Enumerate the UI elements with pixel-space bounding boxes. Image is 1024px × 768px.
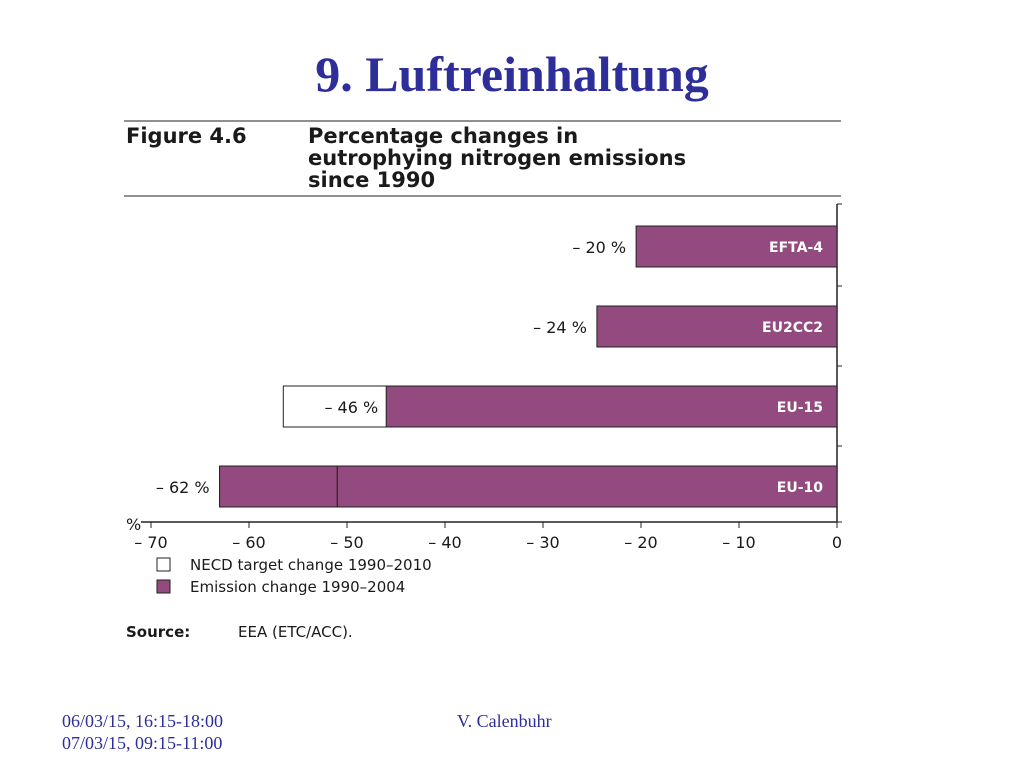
legend-entry-emission: Emission change 1990–2004 (190, 578, 406, 596)
footer-author: V. Calenbuhr (457, 711, 552, 731)
figure-number: Figure 4.6 (126, 124, 247, 148)
x-tick-label-3: – 40 (428, 533, 462, 552)
footer-date-2: 07/03/15, 09:15-11:00 (62, 733, 223, 753)
chart-title-line-1: Percentage changes in (308, 124, 579, 148)
slide-title: 9. Luftreinhaltung (315, 46, 709, 102)
emission-bar-eu-15 (386, 386, 837, 427)
bar-value-label-2: – 46 % (324, 398, 379, 417)
source-value: EEA (ETC/ACC). (238, 623, 353, 641)
x-tick-label-7: 0 (831, 533, 843, 552)
plot-area (134, 204, 842, 552)
x-tick-label-6: – 10 (722, 533, 756, 552)
x-tick-label-2: – 50 (330, 533, 364, 552)
x-tick-label-0: – 70 (134, 533, 168, 552)
bar-category-label-3: EU-10 (776, 480, 823, 496)
source-key: Source: (126, 623, 191, 641)
footer-dates (62, 710, 223, 754)
chart-title-line-3: since 1990 (308, 168, 436, 192)
legend-entry-target: NECD target change 1990–2010 (190, 556, 432, 574)
bar-category-label-1: EU2CC2 (762, 320, 823, 336)
emission-bar-eu-10 (337, 466, 837, 507)
legend-swatch-target (157, 558, 170, 571)
footer-date-1: 06/03/15, 16:15-18:00 (62, 711, 223, 731)
x-tick-label-5: – 20 (624, 533, 658, 552)
x-axis-unit-label: % (126, 515, 142, 534)
x-tick-label-4: – 30 (526, 533, 560, 552)
bar-category-label-2: EU-15 (776, 400, 823, 416)
bar-value-label-0: – 20 % (572, 238, 627, 257)
chart-title-line-2: eutrophying nitrogen emissions (308, 146, 687, 170)
bar-value-label-3: – 62 % (155, 478, 210, 497)
legend-swatch-emission (157, 580, 170, 593)
bar-value-label-1: – 24 % (533, 318, 587, 337)
x-tick-label-1: – 60 (232, 533, 266, 552)
bar-category-label-0: EFTA-4 (769, 240, 823, 256)
emission-extension-bar-eu-10 (220, 466, 338, 507)
